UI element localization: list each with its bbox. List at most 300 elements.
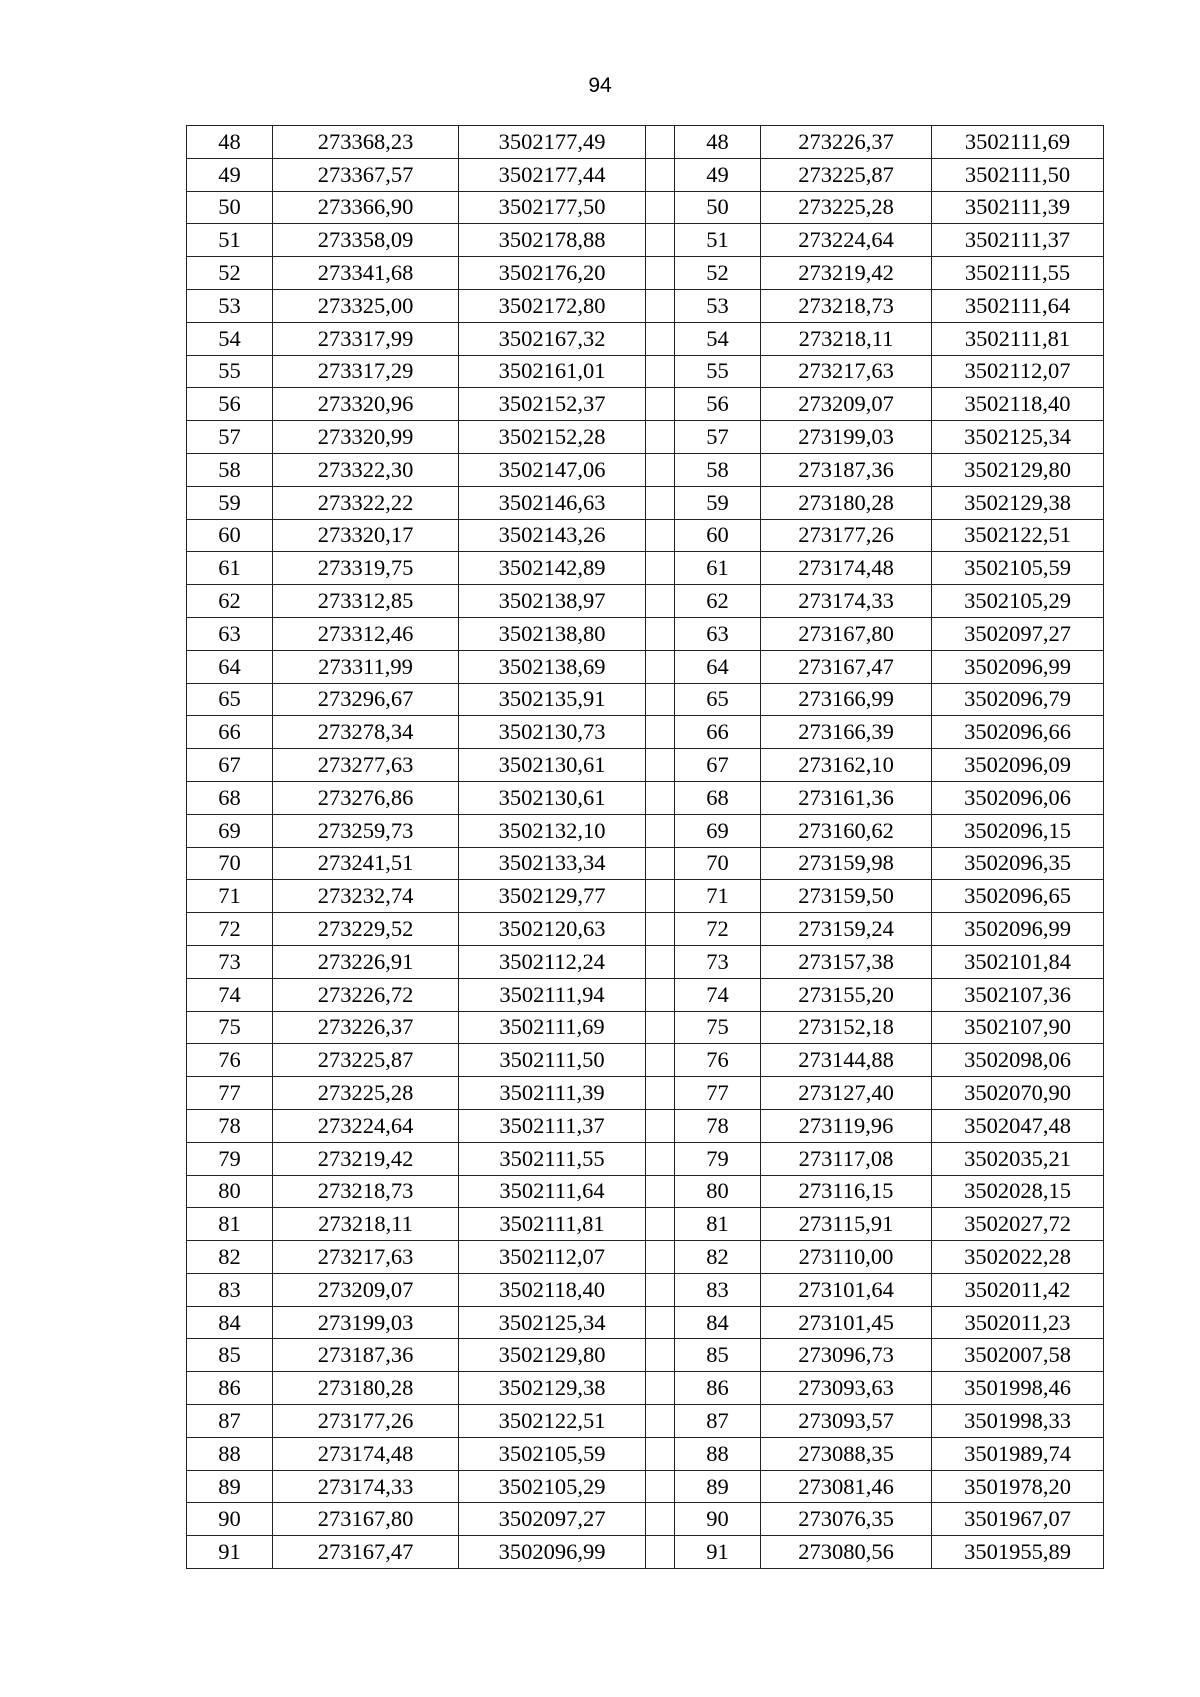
left-x-coordinate-cell: 273187,36 bbox=[273, 1339, 459, 1372]
right-y-coordinate-cell: 3502107,90 bbox=[932, 1011, 1104, 1044]
left-point-number-cell: 86 bbox=[187, 1372, 273, 1405]
table-row bbox=[187, 453, 1104, 486]
left-y-coordinate-cell: 3502177,50 bbox=[459, 191, 646, 224]
right-y-coordinate-cell: 3502011,23 bbox=[932, 1306, 1104, 1339]
right-point-number-cell: 63 bbox=[675, 617, 761, 650]
left-x-coordinate-cell: 273317,99 bbox=[273, 322, 459, 355]
right-point-number-cell: 84 bbox=[675, 1306, 761, 1339]
table-row bbox=[187, 158, 1104, 191]
separator-cell bbox=[646, 1011, 675, 1044]
left-x-coordinate-cell: 273218,73 bbox=[273, 1175, 459, 1208]
left-x-coordinate-cell: 273296,67 bbox=[273, 683, 459, 716]
left-y-coordinate-cell: 3502146,63 bbox=[459, 486, 646, 519]
table-row bbox=[187, 1339, 1104, 1372]
right-point-number-cell: 90 bbox=[675, 1503, 761, 1536]
right-point-number-cell: 80 bbox=[675, 1175, 761, 1208]
left-point-number-cell: 75 bbox=[187, 1011, 273, 1044]
table-row bbox=[187, 650, 1104, 683]
right-x-coordinate-cell: 273225,87 bbox=[761, 158, 932, 191]
separator-cell bbox=[646, 257, 675, 290]
left-x-coordinate-cell: 273278,34 bbox=[273, 716, 459, 749]
left-y-coordinate-cell: 3502161,01 bbox=[459, 355, 646, 388]
left-point-number-cell: 91 bbox=[187, 1536, 273, 1569]
separator-cell bbox=[646, 355, 675, 388]
table-row bbox=[187, 1306, 1104, 1339]
left-y-coordinate-cell: 3502111,64 bbox=[459, 1175, 646, 1208]
right-x-coordinate-cell: 273159,50 bbox=[761, 880, 932, 913]
table-row bbox=[187, 486, 1104, 519]
separator-cell bbox=[646, 1306, 675, 1339]
left-y-coordinate-cell: 3502111,50 bbox=[459, 1044, 646, 1077]
left-x-coordinate-cell: 273325,00 bbox=[273, 289, 459, 322]
left-x-coordinate-cell: 273277,63 bbox=[273, 749, 459, 782]
right-y-coordinate-cell: 3501998,46 bbox=[932, 1372, 1104, 1405]
left-point-number-cell: 57 bbox=[187, 421, 273, 454]
right-point-number-cell: 66 bbox=[675, 716, 761, 749]
right-point-number-cell: 60 bbox=[675, 519, 761, 552]
left-y-coordinate-cell: 3502130,61 bbox=[459, 781, 646, 814]
right-point-number-cell: 89 bbox=[675, 1470, 761, 1503]
separator-cell bbox=[646, 224, 675, 257]
separator-cell bbox=[646, 1339, 675, 1372]
left-x-coordinate-cell: 273218,11 bbox=[273, 1208, 459, 1241]
left-x-coordinate-cell: 273368,23 bbox=[273, 126, 459, 159]
left-point-number-cell: 48 bbox=[187, 126, 273, 159]
left-x-coordinate-cell: 273320,99 bbox=[273, 421, 459, 454]
right-x-coordinate-cell: 273161,36 bbox=[761, 781, 932, 814]
left-y-coordinate-cell: 3502129,77 bbox=[459, 880, 646, 913]
table-row bbox=[187, 322, 1104, 355]
right-x-coordinate-cell: 273101,45 bbox=[761, 1306, 932, 1339]
right-y-coordinate-cell: 3501989,74 bbox=[932, 1437, 1104, 1470]
left-x-coordinate-cell: 273209,07 bbox=[273, 1273, 459, 1306]
right-y-coordinate-cell: 3502022,28 bbox=[932, 1241, 1104, 1274]
left-x-coordinate-cell: 273320,96 bbox=[273, 388, 459, 421]
right-y-coordinate-cell: 3502096,65 bbox=[932, 880, 1104, 913]
left-point-number-cell: 51 bbox=[187, 224, 273, 257]
left-x-coordinate-cell: 273199,03 bbox=[273, 1306, 459, 1339]
separator-cell bbox=[646, 486, 675, 519]
separator-cell bbox=[646, 978, 675, 1011]
right-point-number-cell: 67 bbox=[675, 749, 761, 782]
left-y-coordinate-cell: 3502177,44 bbox=[459, 158, 646, 191]
separator-cell bbox=[646, 1208, 675, 1241]
left-x-coordinate-cell: 273167,80 bbox=[273, 1503, 459, 1536]
right-y-coordinate-cell: 3502098,06 bbox=[932, 1044, 1104, 1077]
table-row bbox=[187, 749, 1104, 782]
right-y-coordinate-cell: 3502118,40 bbox=[932, 388, 1104, 421]
right-y-coordinate-cell: 3502129,80 bbox=[932, 453, 1104, 486]
table-row bbox=[187, 289, 1104, 322]
left-y-coordinate-cell: 3502135,91 bbox=[459, 683, 646, 716]
right-point-number-cell: 70 bbox=[675, 847, 761, 880]
separator-cell bbox=[646, 1044, 675, 1077]
separator-cell bbox=[646, 1503, 675, 1536]
table-row bbox=[187, 1503, 1104, 1536]
right-y-coordinate-cell: 3502011,42 bbox=[932, 1273, 1104, 1306]
separator-cell bbox=[646, 1470, 675, 1503]
left-x-coordinate-cell: 273226,91 bbox=[273, 945, 459, 978]
right-point-number-cell: 48 bbox=[675, 126, 761, 159]
left-y-coordinate-cell: 3502138,97 bbox=[459, 585, 646, 618]
table-row bbox=[187, 1536, 1104, 1569]
table-row bbox=[187, 716, 1104, 749]
right-x-coordinate-cell: 273187,36 bbox=[761, 453, 932, 486]
left-y-coordinate-cell: 3502097,27 bbox=[459, 1503, 646, 1536]
right-y-coordinate-cell: 3501978,20 bbox=[932, 1470, 1104, 1503]
right-y-coordinate-cell: 3502097,27 bbox=[932, 617, 1104, 650]
left-y-coordinate-cell: 3502129,38 bbox=[459, 1372, 646, 1405]
right-x-coordinate-cell: 273209,07 bbox=[761, 388, 932, 421]
left-point-number-cell: 56 bbox=[187, 388, 273, 421]
page-number: 94 bbox=[588, 74, 612, 97]
right-point-number-cell: 53 bbox=[675, 289, 761, 322]
right-point-number-cell: 83 bbox=[675, 1273, 761, 1306]
left-x-coordinate-cell: 273226,72 bbox=[273, 978, 459, 1011]
right-x-coordinate-cell: 273174,48 bbox=[761, 552, 932, 585]
table-row bbox=[187, 257, 1104, 290]
separator-cell bbox=[646, 781, 675, 814]
separator-cell bbox=[646, 519, 675, 552]
left-point-number-cell: 58 bbox=[187, 453, 273, 486]
right-point-number-cell: 82 bbox=[675, 1241, 761, 1274]
left-y-coordinate-cell: 3502172,80 bbox=[459, 289, 646, 322]
right-y-coordinate-cell: 3502129,38 bbox=[932, 486, 1104, 519]
left-y-coordinate-cell: 3502111,55 bbox=[459, 1142, 646, 1175]
right-point-number-cell: 71 bbox=[675, 880, 761, 913]
separator-cell bbox=[646, 388, 675, 421]
table-row bbox=[187, 552, 1104, 585]
right-x-coordinate-cell: 273167,80 bbox=[761, 617, 932, 650]
right-y-coordinate-cell: 3502007,58 bbox=[932, 1339, 1104, 1372]
left-point-number-cell: 69 bbox=[187, 814, 273, 847]
left-x-coordinate-cell: 273319,75 bbox=[273, 552, 459, 585]
right-y-coordinate-cell: 3502027,72 bbox=[932, 1208, 1104, 1241]
separator-cell bbox=[646, 1142, 675, 1175]
separator-cell bbox=[646, 847, 675, 880]
right-point-number-cell: 88 bbox=[675, 1437, 761, 1470]
right-y-coordinate-cell: 3502111,37 bbox=[932, 224, 1104, 257]
right-x-coordinate-cell: 273115,91 bbox=[761, 1208, 932, 1241]
separator-cell bbox=[646, 421, 675, 454]
right-point-number-cell: 61 bbox=[675, 552, 761, 585]
left-point-number-cell: 54 bbox=[187, 322, 273, 355]
right-x-coordinate-cell: 273199,03 bbox=[761, 421, 932, 454]
left-point-number-cell: 68 bbox=[187, 781, 273, 814]
table-row bbox=[187, 1142, 1104, 1175]
left-point-number-cell: 85 bbox=[187, 1339, 273, 1372]
right-x-coordinate-cell: 273080,56 bbox=[761, 1536, 932, 1569]
right-y-coordinate-cell: 3502111,50 bbox=[932, 158, 1104, 191]
right-x-coordinate-cell: 273224,64 bbox=[761, 224, 932, 257]
right-x-coordinate-cell: 273219,42 bbox=[761, 257, 932, 290]
right-x-coordinate-cell: 273155,20 bbox=[761, 978, 932, 1011]
left-y-coordinate-cell: 3502111,81 bbox=[459, 1208, 646, 1241]
left-y-coordinate-cell: 3502138,80 bbox=[459, 617, 646, 650]
left-point-number-cell: 67 bbox=[187, 749, 273, 782]
right-x-coordinate-cell: 273127,40 bbox=[761, 1077, 932, 1110]
left-x-coordinate-cell: 273322,30 bbox=[273, 453, 459, 486]
right-point-number-cell: 59 bbox=[675, 486, 761, 519]
left-x-coordinate-cell: 273217,63 bbox=[273, 1241, 459, 1274]
right-y-coordinate-cell: 3502111,81 bbox=[932, 322, 1104, 355]
table-row bbox=[187, 191, 1104, 224]
right-point-number-cell: 85 bbox=[675, 1339, 761, 1372]
left-point-number-cell: 65 bbox=[187, 683, 273, 716]
right-x-coordinate-cell: 273225,28 bbox=[761, 191, 932, 224]
left-point-number-cell: 81 bbox=[187, 1208, 273, 1241]
right-y-coordinate-cell: 3502111,39 bbox=[932, 191, 1104, 224]
table-row bbox=[187, 683, 1104, 716]
table-row bbox=[187, 585, 1104, 618]
left-point-number-cell: 73 bbox=[187, 945, 273, 978]
right-point-number-cell: 49 bbox=[675, 158, 761, 191]
right-point-number-cell: 77 bbox=[675, 1077, 761, 1110]
left-point-number-cell: 70 bbox=[187, 847, 273, 880]
separator-cell bbox=[646, 1437, 675, 1470]
table-row bbox=[187, 355, 1104, 388]
right-x-coordinate-cell: 273116,15 bbox=[761, 1175, 932, 1208]
left-x-coordinate-cell: 273232,74 bbox=[273, 880, 459, 913]
right-x-coordinate-cell: 273096,73 bbox=[761, 1339, 932, 1372]
right-y-coordinate-cell: 3502070,90 bbox=[932, 1077, 1104, 1110]
left-point-number-cell: 79 bbox=[187, 1142, 273, 1175]
separator-cell bbox=[646, 913, 675, 946]
left-y-coordinate-cell: 3502105,59 bbox=[459, 1437, 646, 1470]
right-y-coordinate-cell: 3502096,99 bbox=[932, 650, 1104, 683]
right-x-coordinate-cell: 273152,18 bbox=[761, 1011, 932, 1044]
right-y-coordinate-cell: 3502035,21 bbox=[932, 1142, 1104, 1175]
left-x-coordinate-cell: 273367,57 bbox=[273, 158, 459, 191]
table-row bbox=[187, 978, 1104, 1011]
table-row bbox=[187, 814, 1104, 847]
right-x-coordinate-cell: 273217,63 bbox=[761, 355, 932, 388]
left-point-number-cell: 60 bbox=[187, 519, 273, 552]
left-x-coordinate-cell: 273341,68 bbox=[273, 257, 459, 290]
right-x-coordinate-cell: 273166,39 bbox=[761, 716, 932, 749]
separator-cell bbox=[646, 1536, 675, 1569]
left-point-number-cell: 55 bbox=[187, 355, 273, 388]
right-x-coordinate-cell: 273166,99 bbox=[761, 683, 932, 716]
left-point-number-cell: 66 bbox=[187, 716, 273, 749]
right-point-number-cell: 64 bbox=[675, 650, 761, 683]
right-point-number-cell: 73 bbox=[675, 945, 761, 978]
left-x-coordinate-cell: 273174,48 bbox=[273, 1437, 459, 1470]
right-x-coordinate-cell: 273117,08 bbox=[761, 1142, 932, 1175]
left-point-number-cell: 52 bbox=[187, 257, 273, 290]
right-x-coordinate-cell: 273093,63 bbox=[761, 1372, 932, 1405]
separator-cell bbox=[646, 1372, 675, 1405]
table-row bbox=[187, 880, 1104, 913]
left-y-coordinate-cell: 3502142,89 bbox=[459, 552, 646, 585]
right-x-coordinate-cell: 273101,64 bbox=[761, 1273, 932, 1306]
right-x-coordinate-cell: 273076,35 bbox=[761, 1503, 932, 1536]
separator-cell bbox=[646, 1273, 675, 1306]
separator-cell bbox=[646, 191, 675, 224]
right-y-coordinate-cell: 3502112,07 bbox=[932, 355, 1104, 388]
left-point-number-cell: 89 bbox=[187, 1470, 273, 1503]
right-y-coordinate-cell: 3502047,48 bbox=[932, 1109, 1104, 1142]
left-point-number-cell: 59 bbox=[187, 486, 273, 519]
right-x-coordinate-cell: 273088,35 bbox=[761, 1437, 932, 1470]
left-y-coordinate-cell: 3502096,99 bbox=[459, 1536, 646, 1569]
right-y-coordinate-cell: 3502125,34 bbox=[932, 421, 1104, 454]
right-y-coordinate-cell: 3502101,84 bbox=[932, 945, 1104, 978]
right-point-number-cell: 55 bbox=[675, 355, 761, 388]
left-y-coordinate-cell: 3502167,32 bbox=[459, 322, 646, 355]
left-point-number-cell: 50 bbox=[187, 191, 273, 224]
right-x-coordinate-cell: 273180,28 bbox=[761, 486, 932, 519]
left-point-number-cell: 80 bbox=[187, 1175, 273, 1208]
left-y-coordinate-cell: 3502176,20 bbox=[459, 257, 646, 290]
right-y-coordinate-cell: 3502105,29 bbox=[932, 585, 1104, 618]
separator-cell bbox=[646, 158, 675, 191]
table-row bbox=[187, 617, 1104, 650]
right-point-number-cell: 72 bbox=[675, 913, 761, 946]
left-x-coordinate-cell: 273317,29 bbox=[273, 355, 459, 388]
left-point-number-cell: 71 bbox=[187, 880, 273, 913]
table-row bbox=[187, 913, 1104, 946]
right-point-number-cell: 87 bbox=[675, 1405, 761, 1438]
left-x-coordinate-cell: 273177,26 bbox=[273, 1405, 459, 1438]
separator-cell bbox=[646, 322, 675, 355]
left-x-coordinate-cell: 273358,09 bbox=[273, 224, 459, 257]
left-y-coordinate-cell: 3502152,28 bbox=[459, 421, 646, 454]
right-y-coordinate-cell: 3501955,89 bbox=[932, 1536, 1104, 1569]
table-row bbox=[187, 224, 1104, 257]
right-point-number-cell: 51 bbox=[675, 224, 761, 257]
table-row bbox=[187, 1405, 1104, 1438]
left-point-number-cell: 83 bbox=[187, 1273, 273, 1306]
right-y-coordinate-cell: 3502096,79 bbox=[932, 683, 1104, 716]
right-point-number-cell: 69 bbox=[675, 814, 761, 847]
right-point-number-cell: 65 bbox=[675, 683, 761, 716]
right-x-coordinate-cell: 273167,47 bbox=[761, 650, 932, 683]
left-point-number-cell: 64 bbox=[187, 650, 273, 683]
left-x-coordinate-cell: 273174,33 bbox=[273, 1470, 459, 1503]
separator-cell bbox=[646, 1405, 675, 1438]
left-y-coordinate-cell: 3502130,73 bbox=[459, 716, 646, 749]
table-row bbox=[187, 1175, 1104, 1208]
right-point-number-cell: 57 bbox=[675, 421, 761, 454]
table-row bbox=[187, 1109, 1104, 1142]
left-y-coordinate-cell: 3502125,34 bbox=[459, 1306, 646, 1339]
right-y-coordinate-cell: 3502096,09 bbox=[932, 749, 1104, 782]
left-y-coordinate-cell: 3502133,34 bbox=[459, 847, 646, 880]
left-y-coordinate-cell: 3502130,61 bbox=[459, 749, 646, 782]
left-x-coordinate-cell: 273219,42 bbox=[273, 1142, 459, 1175]
left-point-number-cell: 62 bbox=[187, 585, 273, 618]
separator-cell bbox=[646, 585, 675, 618]
separator-cell bbox=[646, 650, 675, 683]
right-point-number-cell: 62 bbox=[675, 585, 761, 618]
separator-cell bbox=[646, 552, 675, 585]
left-x-coordinate-cell: 273225,28 bbox=[273, 1077, 459, 1110]
table-row bbox=[187, 1044, 1104, 1077]
right-y-coordinate-cell: 3502111,64 bbox=[932, 289, 1104, 322]
left-x-coordinate-cell: 273366,90 bbox=[273, 191, 459, 224]
left-x-coordinate-cell: 273167,47 bbox=[273, 1536, 459, 1569]
left-y-coordinate-cell: 3502111,69 bbox=[459, 1011, 646, 1044]
right-x-coordinate-cell: 273218,11 bbox=[761, 322, 932, 355]
right-point-number-cell: 91 bbox=[675, 1536, 761, 1569]
right-y-coordinate-cell: 3501967,07 bbox=[932, 1503, 1104, 1536]
right-y-coordinate-cell: 3502105,59 bbox=[932, 552, 1104, 585]
left-y-coordinate-cell: 3502111,37 bbox=[459, 1109, 646, 1142]
separator-cell bbox=[646, 716, 675, 749]
coordinates-table-body bbox=[187, 126, 1104, 1569]
separator-cell bbox=[646, 289, 675, 322]
left-y-coordinate-cell: 3502118,40 bbox=[459, 1273, 646, 1306]
left-x-coordinate-cell: 273312,46 bbox=[273, 617, 459, 650]
left-x-coordinate-cell: 273226,37 bbox=[273, 1011, 459, 1044]
right-y-coordinate-cell: 3502111,55 bbox=[932, 257, 1104, 290]
table-row bbox=[187, 847, 1104, 880]
right-y-coordinate-cell: 3502028,15 bbox=[932, 1175, 1104, 1208]
table-row bbox=[187, 1273, 1104, 1306]
right-point-number-cell: 56 bbox=[675, 388, 761, 421]
left-x-coordinate-cell: 273241,51 bbox=[273, 847, 459, 880]
left-x-coordinate-cell: 273225,87 bbox=[273, 1044, 459, 1077]
table-row bbox=[187, 781, 1104, 814]
table-row bbox=[187, 126, 1104, 159]
left-y-coordinate-cell: 3502111,39 bbox=[459, 1077, 646, 1110]
left-x-coordinate-cell: 273322,22 bbox=[273, 486, 459, 519]
left-y-coordinate-cell: 3502147,06 bbox=[459, 453, 646, 486]
right-y-coordinate-cell: 3502107,36 bbox=[932, 978, 1104, 1011]
left-point-number-cell: 49 bbox=[187, 158, 273, 191]
right-y-coordinate-cell: 3502096,15 bbox=[932, 814, 1104, 847]
right-x-coordinate-cell: 273226,37 bbox=[761, 126, 932, 159]
right-point-number-cell: 54 bbox=[675, 322, 761, 355]
left-point-number-cell: 82 bbox=[187, 1241, 273, 1274]
right-x-coordinate-cell: 273160,62 bbox=[761, 814, 932, 847]
right-point-number-cell: 86 bbox=[675, 1372, 761, 1405]
right-y-coordinate-cell: 3502096,35 bbox=[932, 847, 1104, 880]
left-point-number-cell: 84 bbox=[187, 1306, 273, 1339]
left-y-coordinate-cell: 3502112,07 bbox=[459, 1241, 646, 1274]
table-row bbox=[187, 1077, 1104, 1110]
separator-cell bbox=[646, 814, 675, 847]
separator-cell bbox=[646, 1077, 675, 1110]
separator-cell bbox=[646, 1109, 675, 1142]
table-row bbox=[187, 1241, 1104, 1274]
left-y-coordinate-cell: 3502152,37 bbox=[459, 388, 646, 421]
right-x-coordinate-cell: 273159,98 bbox=[761, 847, 932, 880]
left-y-coordinate-cell: 3502143,26 bbox=[459, 519, 646, 552]
left-point-number-cell: 74 bbox=[187, 978, 273, 1011]
left-y-coordinate-cell: 3502177,49 bbox=[459, 126, 646, 159]
table-row bbox=[187, 519, 1104, 552]
left-x-coordinate-cell: 273276,86 bbox=[273, 781, 459, 814]
right-point-number-cell: 68 bbox=[675, 781, 761, 814]
left-x-coordinate-cell: 273312,85 bbox=[273, 585, 459, 618]
right-x-coordinate-cell: 273110,00 bbox=[761, 1241, 932, 1274]
right-y-coordinate-cell: 3502096,66 bbox=[932, 716, 1104, 749]
left-x-coordinate-cell: 273259,73 bbox=[273, 814, 459, 847]
right-x-coordinate-cell: 273093,57 bbox=[761, 1405, 932, 1438]
right-x-coordinate-cell: 273159,24 bbox=[761, 913, 932, 946]
left-point-number-cell: 88 bbox=[187, 1437, 273, 1470]
left-y-coordinate-cell: 3502129,80 bbox=[459, 1339, 646, 1372]
table-row bbox=[187, 945, 1104, 978]
right-point-number-cell: 58 bbox=[675, 453, 761, 486]
right-y-coordinate-cell: 3502096,06 bbox=[932, 781, 1104, 814]
right-y-coordinate-cell: 3502111,69 bbox=[932, 126, 1104, 159]
right-x-coordinate-cell: 273119,96 bbox=[761, 1109, 932, 1142]
left-point-number-cell: 78 bbox=[187, 1109, 273, 1142]
separator-cell bbox=[646, 1241, 675, 1274]
